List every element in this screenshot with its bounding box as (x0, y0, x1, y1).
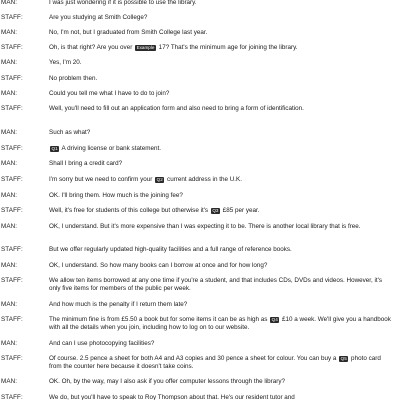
dialogue-text (49, 394, 394, 400)
dialogue-text (49, 129, 394, 137)
speaker-label: STAFF: (1, 44, 23, 51)
dialogue-line (0, 378, 400, 386)
speaker-label: STAFF: (1, 277, 23, 284)
dialogue-text (49, 378, 394, 386)
answer-tag-q4: Q4 (271, 316, 278, 322)
speaker-label: STAFF: (1, 14, 23, 21)
dialogue-line (0, 0, 400, 7)
speaker-label: STAFF: (1, 207, 23, 214)
dialogue-line (0, 75, 400, 83)
text-segment: We do, but you'll have to speak to Roy Thompson about that. He's our resident tutor and (49, 394, 295, 400)
speaker-label: STAFF: (1, 316, 23, 323)
answer-tag-example: Example (136, 44, 155, 50)
dialogue-text (49, 0, 394, 7)
text-segment: 17? That's the minimum age for joining the library. (156, 44, 298, 51)
dialogue-text (49, 277, 394, 293)
text-segment: Well, it's free for students of this college but otherwise it's (49, 207, 210, 214)
dialogue-line (0, 316, 400, 332)
text-segment: £85 per year. (220, 207, 260, 214)
text-segment: I'm sorry but we need to confirm your (49, 176, 155, 183)
dialogue-text (49, 192, 394, 200)
speaker-label: STAFF: (1, 75, 23, 82)
dialogue-text (49, 90, 394, 98)
answer-tag-q5: Q5 (340, 355, 347, 361)
dialogue-line (0, 340, 400, 348)
text-segment: Shall I bring a credit card? (49, 160, 123, 167)
dialogue-text (49, 160, 394, 168)
dialogue-line (0, 160, 400, 168)
dialogue-line (0, 14, 400, 22)
dialogue-text (49, 59, 394, 67)
speaker-label: STAFF: (1, 355, 23, 362)
dialogue-line (0, 246, 400, 254)
dialogue-line (0, 192, 400, 200)
dialogue-line (0, 394, 400, 400)
speaker-label: STAFF: (1, 145, 23, 152)
speaker-label: MAN: (1, 0, 18, 6)
text-segment: OK, I understand. But it's more expensive than I was expecting it to be. There is another local library that is free. (49, 223, 361, 230)
text-segment: Well, you'll need to fill out an application form and also need to bring a form of identification. (49, 105, 304, 112)
text-segment: Are you studying at Smith College? (49, 14, 148, 21)
speaker-label: STAFF: (1, 394, 23, 400)
answer-tag-q2: Q2 (156, 176, 163, 182)
dialogue-text (49, 355, 394, 371)
dialogue-text (49, 301, 394, 309)
speaker-label: MAN: (1, 129, 18, 136)
speaker-label: MAN: (1, 90, 18, 97)
text-segment: No problem then. (49, 75, 98, 82)
text-segment: The minimum fine is from £5.50 a book but for some items it can be as high as (49, 316, 270, 323)
text-segment: OK. I'll bring them. How much is the joining fee? (49, 192, 183, 199)
text-segment: Such as what? (49, 129, 91, 136)
dialogue-text (49, 75, 394, 83)
dialogue-text (49, 207, 394, 215)
answer-tag-q3: Q3 (212, 207, 219, 213)
text-segment: No, I'm not, but I graduated from Smith College last year. (49, 29, 208, 36)
dialogue-line (0, 145, 400, 153)
dialogue-line (0, 176, 400, 184)
dialogue-text (49, 14, 394, 22)
dialogue-text (49, 105, 394, 113)
dialogue-text (49, 29, 394, 37)
dialogue-text (49, 340, 394, 348)
text-segment: And how much is the penalty if I return them late? (49, 301, 188, 308)
dialogue-text (49, 223, 394, 231)
speaker-label: MAN: (1, 223, 18, 230)
dialogue-line (0, 105, 400, 113)
speaker-label: STAFF: (1, 176, 23, 183)
speaker-label: MAN: (1, 378, 18, 385)
speaker-label: MAN: (1, 262, 18, 269)
dialogue-text (49, 176, 394, 184)
dialogue-line (0, 90, 400, 98)
dialogue-line (0, 44, 400, 52)
dialogue-line (0, 207, 400, 215)
text-segment: current address in the U.K. (165, 176, 242, 183)
dialogue-line (0, 29, 400, 37)
speaker-label: STAFF: (1, 105, 23, 112)
answer-tag-q1: Q1 (51, 145, 58, 151)
dialogue-line (0, 355, 400, 371)
text-segment: But we offer regularly updated high-quality facilities and a full range of reference books. (49, 246, 292, 253)
text-segment: OK. Oh, by the way, may I also ask if you offer computer lessons through the library? (49, 378, 286, 385)
text-segment: Yes, I'm 20. (49, 59, 82, 66)
text-segment: OK, I understand. So how many books can I borrow at once and for how long? (49, 262, 268, 269)
dialogue-line (0, 301, 400, 309)
speaker-label: MAN: (1, 192, 18, 199)
dialogue-text (49, 262, 394, 270)
speaker-label: MAN: (1, 340, 18, 347)
dialogue-text (49, 246, 394, 254)
dialogue-text (49, 44, 394, 52)
text-segment: photo card from the counter here because it doesn't take coins. (49, 355, 383, 371)
dialogue-line (0, 223, 400, 231)
speaker-label: MAN: (1, 301, 18, 308)
dialogue-line (0, 129, 400, 137)
dialogue-text (49, 316, 394, 332)
text-segment: £10 a week. We'll give you a handbook with all the details when you join, including how to log on to our website. (49, 316, 393, 332)
text-segment: I was just wondering if it is possible to use the library. (49, 0, 197, 6)
text-segment: We allow ten items borrowed at any one time if you're a student, and that includes CDs, DVDs and videos. However, it's only five items for members of the public per week. (49, 277, 384, 293)
text-segment: Could you tell me what I have to do to join? (49, 90, 170, 97)
dialogue-line (0, 262, 400, 270)
text-segment: Oh, is that right? Are you over (49, 44, 135, 51)
dialogue-text (49, 145, 394, 153)
text-segment: And can I use photocopying facilities? (49, 340, 155, 347)
text-segment: A driving license or bank statement. (60, 145, 161, 152)
dialogue-line (0, 59, 400, 67)
speaker-label: MAN: (1, 29, 18, 36)
speaker-label: STAFF: (1, 246, 23, 253)
speaker-label: MAN: (1, 160, 18, 167)
dialogue-line (0, 277, 400, 293)
text-segment: Of course. 2.5 pence a sheet for both A4 and A3 copies and 30 pence a sheet for colour. You can buy a (49, 355, 339, 362)
speaker-label: MAN: (1, 59, 18, 66)
